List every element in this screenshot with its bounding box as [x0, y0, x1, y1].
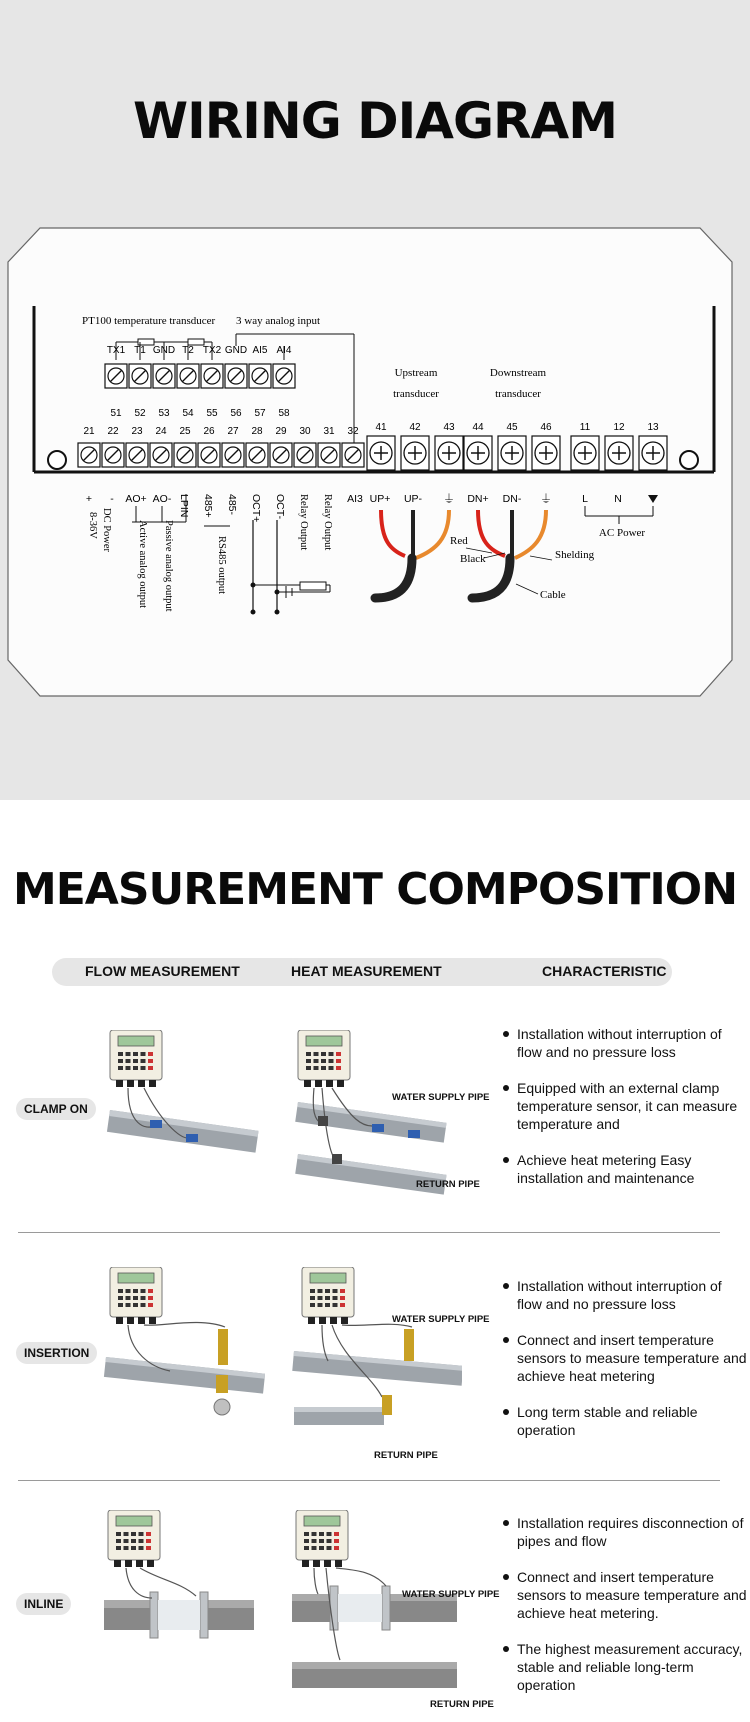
red-wire-label: Red	[450, 535, 468, 547]
insertion-return-pipe-label: RETURN PIPE	[374, 1450, 438, 1461]
big-terminal-screw	[605, 436, 633, 470]
heat-inline-illustration	[292, 1510, 462, 1715]
upper-term-label: T2	[182, 345, 194, 356]
black-wire-label: Black	[460, 553, 486, 565]
flow-meter-unit	[110, 1267, 162, 1324]
relay-output-2: Relay Output	[322, 494, 333, 551]
pt100-label: PT100 temperature transducer	[82, 315, 216, 327]
ac-power-label: AC Power	[598, 527, 646, 539]
clamp-bullet-2: Equipped with an external clamp temperature sensor, it can measure temperature and	[503, 1079, 748, 1133]
lower-term-number: 29	[275, 426, 287, 437]
row-divider-1	[18, 1232, 720, 1233]
lower-terminal-screw	[150, 443, 172, 467]
upper-terminal-screw	[105, 364, 127, 388]
lower-term-number: 28	[251, 426, 263, 437]
row-divider-2	[18, 1480, 720, 1481]
upper-term-label: AI4	[276, 345, 292, 356]
upper-terminal-screw	[201, 364, 223, 388]
mount-hole-left	[48, 451, 66, 469]
big-term-number: 43	[443, 422, 455, 433]
lower-terminal-screw	[222, 443, 244, 467]
flow-meter-unit	[108, 1510, 160, 1567]
ao-minus-label: AO-	[152, 493, 172, 505]
upper-term-label: TX1	[106, 345, 126, 356]
composition-title: MEASUREMENT COMPOSITION	[12, 864, 738, 915]
flow-inline-illustration	[100, 1510, 260, 1680]
n-label: N	[614, 493, 622, 505]
upper-terminal-screw	[129, 364, 151, 388]
clamp-bullet-3: Achieve heat metering Easy installation and maintenance	[503, 1151, 748, 1187]
big-terminal-screw	[435, 436, 463, 470]
flow-insertion-illustration	[100, 1267, 265, 1437]
inline-characteristics	[503, 1514, 748, 1712]
inline-return-pipe-label: RETURN PIPE	[430, 1699, 494, 1710]
big-terminal-screw	[639, 436, 667, 470]
big-term-number: 13	[647, 422, 659, 433]
lower-term-number: 30	[299, 426, 311, 437]
upper-terminal-screw	[177, 364, 199, 388]
upper-terminal-screw	[249, 364, 271, 388]
lower-terminal-screw	[102, 443, 124, 467]
relay-output-1: Relay Output	[298, 494, 309, 551]
big-term-number: 41	[375, 422, 387, 433]
insertion-water-supply-label: WATER SUPPLY PIPE	[392, 1314, 490, 1325]
inline-bullet-2: Connect and insert temperature sensors to measure temperature and achieve heat metering.	[503, 1568, 748, 1622]
upper-terminal-screw	[273, 364, 295, 388]
ground-symbol-dn: ⏚	[539, 492, 553, 506]
flow-clamp-illustration	[100, 1030, 260, 1180]
lower-term-number: 25	[179, 426, 191, 437]
big-terminal-screw	[498, 436, 526, 470]
upper-terminal-screw	[225, 364, 247, 388]
lower-terminal-screw	[198, 443, 220, 467]
dc-voltage-label: 8-36V	[87, 512, 98, 539]
wiring-diagram	[0, 220, 750, 700]
lower-terminal-screw	[174, 443, 196, 467]
heat-clamp-illustration	[292, 1030, 472, 1200]
flow-meter-unit	[110, 1030, 162, 1087]
flow-meter-unit	[296, 1510, 348, 1567]
upper-term-label: AI5	[252, 345, 268, 356]
big-term-number: 11	[579, 422, 591, 433]
oct-plus-label: OCT+	[250, 494, 262, 523]
lower-terminal-screw	[246, 443, 268, 467]
insertion-bullet-2: Connect and insert temperature sensors to measure temperature and achieve heat metering	[503, 1331, 748, 1385]
upper-term-label: TX2	[202, 345, 222, 356]
clamp-return-pipe-label: RETURN PIPE	[416, 1179, 480, 1190]
upper-term-label: GND	[152, 345, 176, 356]
upstream-label-2: transducer	[393, 388, 439, 400]
rs485-label: RS485 output	[216, 536, 227, 595]
upper-term-number: 51	[110, 408, 122, 419]
big-term-number: 12	[613, 422, 625, 433]
wiring-title: WIRING DIAGRAM	[133, 92, 617, 150]
big-terminal-screw	[571, 436, 599, 470]
lower-term-number: 32	[347, 426, 359, 437]
row-clamp-on	[0, 1020, 750, 1220]
ground-symbol-up: ⏚	[442, 492, 456, 506]
lower-terminal-screw	[342, 443, 364, 467]
downstream-label-1: Downstream	[489, 367, 547, 379]
dc-power-label: DC Power	[101, 508, 112, 553]
insertion-bullet-3: Long term stable and reliable operation	[503, 1403, 748, 1439]
mount-hole-right	[680, 451, 698, 469]
analog-input-label: 3 way analog input	[236, 315, 321, 327]
big-terminal-screw	[367, 436, 395, 470]
inline-bullet-1: Installation requires disconnection of pipes and flow	[503, 1514, 748, 1550]
r485m-label: 485-	[226, 494, 238, 516]
flow-meter-unit	[302, 1267, 354, 1324]
dn-plus-label: DN+	[467, 493, 489, 505]
big-term-number: 45	[506, 422, 518, 433]
clamp-on-characteristics	[503, 1025, 748, 1205]
big-term-number: 46	[540, 422, 552, 433]
lower-terminal-screw	[270, 443, 292, 467]
dn-minus-label: DN-	[502, 493, 522, 505]
active-analog-label: Active analog output	[137, 520, 148, 609]
upper-term-number: 52	[134, 408, 146, 419]
upstream-label-1: Upstream	[394, 367, 438, 379]
upper-term-number: 56	[230, 408, 242, 419]
upper-term-label: T1	[134, 345, 146, 356]
lower-term-number: 22	[107, 426, 119, 437]
ai3-label: AI3	[347, 493, 363, 505]
flow-meter-unit	[298, 1030, 350, 1087]
big-terminal-screw	[401, 436, 429, 470]
upper-terminal-screw	[153, 364, 175, 388]
big-terminal-screw	[464, 436, 492, 470]
transducer-terminal-block	[367, 422, 667, 470]
upper-term-number: 54	[182, 408, 194, 419]
lower-term-number: 23	[131, 426, 143, 437]
r485p-label: 485+	[202, 494, 214, 518]
lower-terminal-screw	[78, 443, 100, 467]
tab-flow-measurement: FLOW MEASUREMENT	[85, 963, 240, 979]
oct-minus-label: OCT-	[274, 494, 286, 520]
lpin-label: LPIN	[178, 494, 190, 518]
upper-term-number: 58	[278, 408, 290, 419]
lower-terminal-screw	[318, 443, 340, 467]
tab-characteristic: CHARACTERISTIC	[542, 963, 667, 979]
l-label: L	[582, 493, 588, 505]
big-term-number: 44	[472, 422, 484, 433]
passive-analog-label: Passive analog output	[163, 520, 174, 612]
row-inline	[0, 1505, 750, 1720]
lower-term-number: 24	[155, 426, 167, 437]
upper-term-number: 55	[206, 408, 218, 419]
ao-plus-label: AO+	[125, 493, 147, 505]
lower-terminal-screw	[126, 443, 148, 467]
lower-term-number: 26	[203, 426, 215, 437]
tab-heat-measurement: HEAT MEASUREMENT	[291, 963, 442, 979]
composition-tab-bar	[52, 958, 672, 986]
dc-minus-label: -	[110, 493, 114, 505]
big-terminal-screw	[532, 436, 560, 470]
dc-plus-label: +	[85, 493, 93, 505]
big-term-number: 42	[409, 422, 421, 433]
upper-term-number: 57	[254, 408, 266, 419]
up-plus-label: UP+	[369, 493, 391, 505]
lower-term-number: 31	[323, 426, 335, 437]
cable-label: Cable	[540, 589, 566, 601]
heat-insertion-illustration	[292, 1267, 462, 1447]
row-label-inline: INLINE	[16, 1593, 71, 1615]
downstream-label-2: transducer	[495, 388, 541, 400]
inline-water-supply-label: WATER SUPPLY PIPE	[402, 1589, 500, 1600]
clamp-bullet-1: Installation without interruption of flow and no pressure loss	[503, 1025, 748, 1061]
lower-term-number: 27	[227, 426, 239, 437]
up-minus-label: UP-	[403, 493, 423, 505]
clamp-water-supply-label: WATER SUPPLY PIPE	[392, 1092, 490, 1103]
upper-term-label: GND	[224, 345, 248, 356]
insertion-characteristics	[503, 1277, 748, 1457]
lower-terminal-screw	[294, 443, 316, 467]
insertion-bullet-1: Installation without interruption of flow and no pressure loss	[503, 1277, 748, 1313]
lower-term-number: 21	[83, 426, 95, 437]
inline-bullet-3: The highest measurement accuracy, stable and reliable long-term operation	[503, 1640, 748, 1694]
shield-label: Shelding	[555, 549, 595, 561]
upper-term-number: 53	[158, 408, 170, 419]
row-label-insertion: INSERTION	[16, 1342, 97, 1364]
row-insertion	[0, 1262, 750, 1462]
row-label-clamp-on: CLAMP ON	[16, 1098, 96, 1120]
